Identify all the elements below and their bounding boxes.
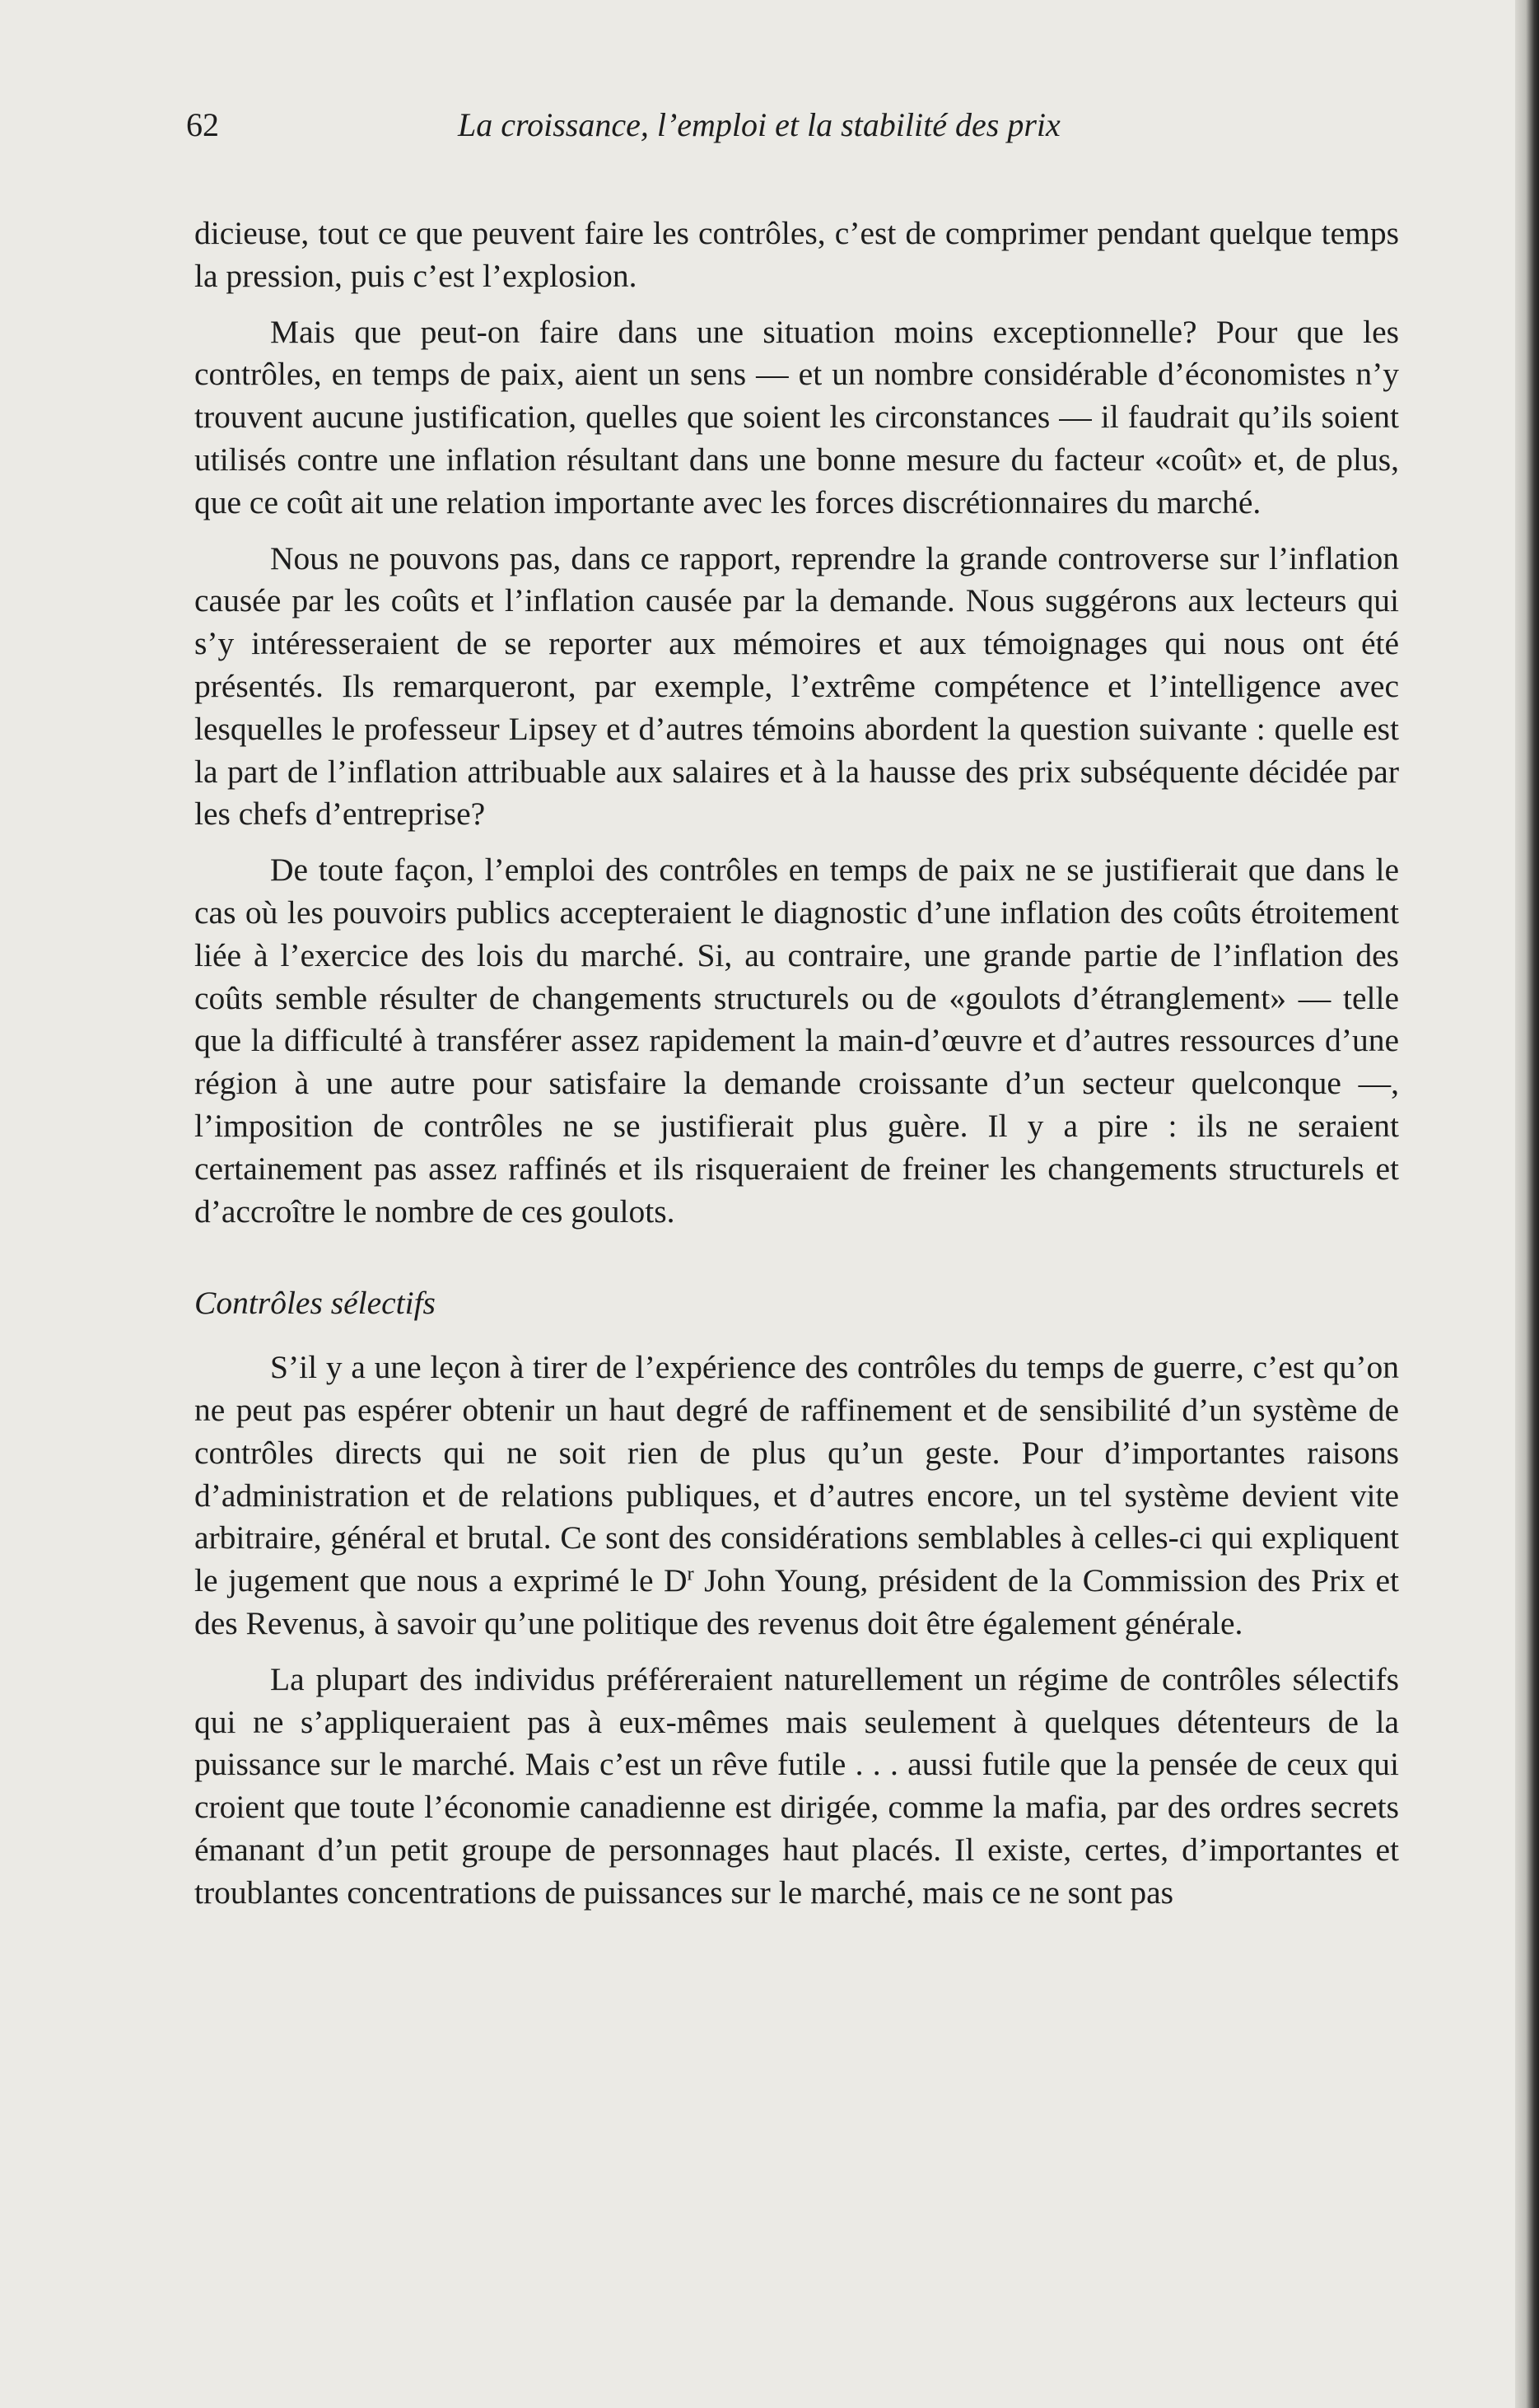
paragraph-2: Mais que peut-on faire dans une situation moins exceptionnelle? Pour que les contrôles, en temps de paix, aient un sens — et un nombre considérable d’économistes n’y trouvent aucune justification, quelles que soient les circonstances — il faudrait qu’ils soient utilisés contre une inflation résultant dans une bonne mesure du facteur «coût» et, de plus, que ce coût ait une relation importante avec les forces discrétionnaires du marché. [194,313,1399,520]
section-heading: Contrôles sélectifs [194,1285,436,1322]
paragraph-5-part-1: S’il y a une leçon à tirer de l’expérience des contrôles du temps de guerre, c’est qu’on ne peut pas espérer obtenir un haut degré de raffinement et de sensibilité d’un système de contrôles directs qui ne soit rien de plus qu’un geste. Pour d’importantes raisons d’administration et de relations publiques, et d’autres encore, un tel système devient vite arbitraire, général et brutal. Ce sont des considérations semblables à celles-ci qui expliquent le jugement que nous a exprimé le D [194,1349,1399,1599]
page-binding-edge [1515,0,1539,2408]
paragraph-1: dicieuse, tout ce que peuvent faire les contrôles, c’est de comprimer pendant quelque temps la pression, puis c’est l’explosion. [194,215,1399,294]
paragraph-5-part-2: John Young, président de la Commission des Prix et des Revenus, à savoir qu’une politique des revenus doit être également générale. [194,1562,1399,1641]
page-number: 62 [186,106,219,143]
paragraph-5 [194,1346,1399,1645]
running-title: La croissance, l’emploi et la stabilité des prix [458,106,1061,143]
paragraph-4: De toute façon, l’emploi des contrôles en temps de paix ne se justifierait que dans le cas où les pouvoirs publics accepteraient le diagnostic d’une inflation des coûts étroitement liée à l’exercice des lois du marché. Si, au contraire, une grande partie de l’inflation des coûts semble résulter de changements structurels ou de «goulots d’étranglement» — telle que la difficulté à transférer assez rapidement la main-d’œuvre et d’autres ressources d’une région à une autre pour satisfaire la demande croissante d’un secteur quelconque —, l’imposition de contrôles ne se justifierait plus guère. Il y a pire : ils ne seraient certainement pas assez raffinés et ils risqueraient de freiner les changements structurels et d’accroître le nombre de ces goulots. [194,852,1399,1230]
page-header [186,105,1133,155]
paragraph-3: Nous ne pouvons pas, dans ce rapport, reprendre la grande controverse sur l’inflation causée par les coûts et l’inflation causée par la demande. Nous suggérons aux lecteurs qui s’y intéresseraient de se reporter aux mémoires et aux témoignages qui nous ont été présentés. Ils remarqueront, par exemple, l’extrême compétence et l’intelligence avec lesquelles le professeur Lipsey et d’autres témoins abordent la question suivante : quelle est la part de l’inflation attribuable aux salaires et à la hausse des prix subséquente décidée par les chefs d’entreprise? [194,539,1399,833]
paragraph-6: La plupart des individus préféreraient naturellement un régime de contrôles sélectifs qui ne s’appliqueraient pas à eux-mêmes mais seulement à quelques détenteurs de la puissance sur le marché. Mais c’est un rêve futile . . . aussi futile que la pensée de ceux qui croient que toute l’économie canadienne est dirigée, comme la mafia, par des ordres secrets émanant d’un petit groupe de personnages haut placés. Il existe, certes, d’importantes et troublantes concentrations de puissances sur le marché, mais ce ne sont pas [194,1660,1399,1911]
doctor-superscript: r [687,1562,694,1585]
body-text [194,212,1399,1927]
